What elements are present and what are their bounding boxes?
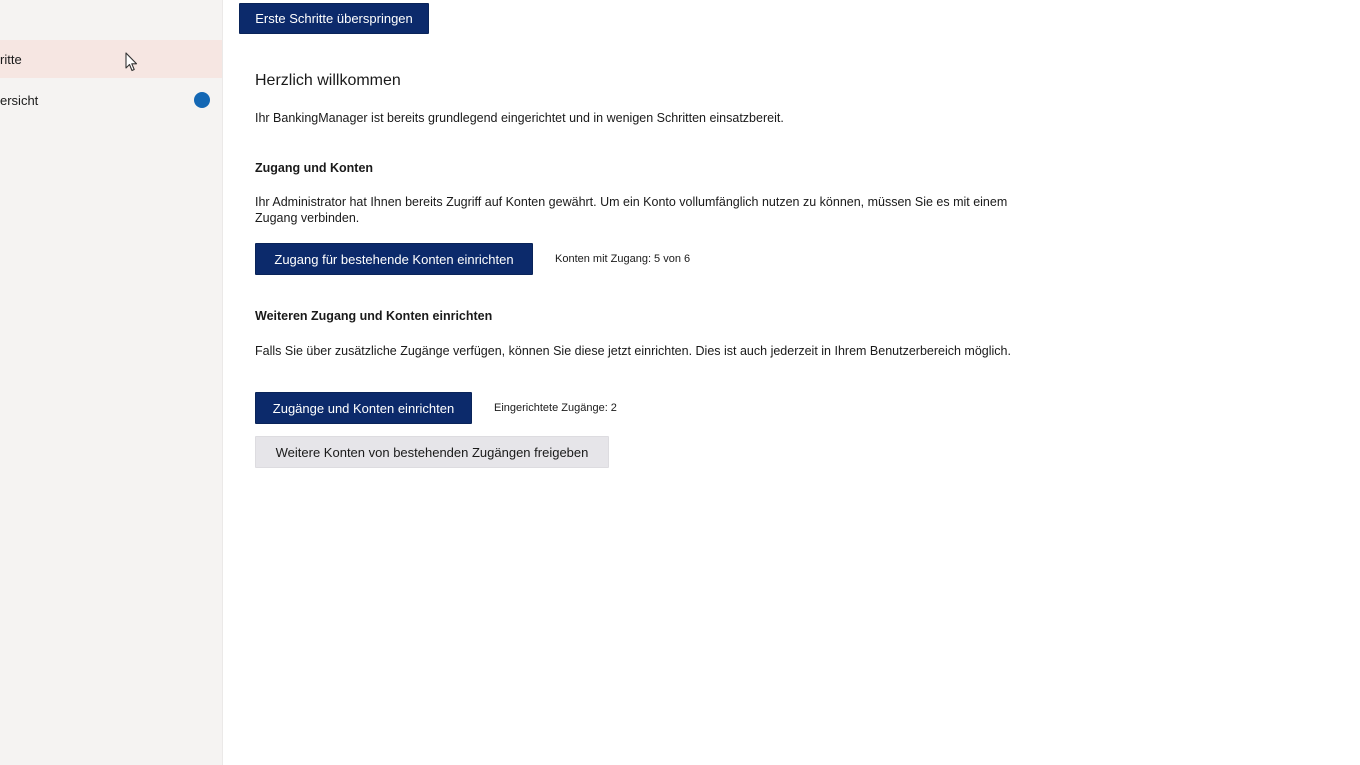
setup-access-and-accounts-button[interactable]: Zugänge und Konten einrichten — [255, 392, 472, 424]
intro-text: Ihr BankingManager ist bereits grundlegend eingerichtet und in wenigen Schritten einsatzbereit. — [255, 111, 784, 125]
access-setup-row — [255, 243, 690, 275]
sidebar-item-first-steps[interactable] — [0, 40, 222, 78]
notification-dot-icon — [194, 92, 210, 108]
section-heading-access-accounts: Zugang und Konten — [255, 161, 374, 175]
section-text-access-accounts: Ihr Administrator hat Ihnen bereits Zugriff auf Konten gewährt. Um ein Konto vollumfänglich nutzen zu können, müssen Sie es mit einem Zugang verbinden. — [255, 195, 1008, 225]
share-more-accounts-button[interactable]: Weitere Konten von bestehenden Zugängen freigeben — [255, 436, 609, 468]
share-accounts-row — [255, 436, 609, 468]
skip-first-steps-button[interactable]: Erste Schritte überspringen — [239, 3, 429, 34]
additional-access-row — [255, 392, 617, 424]
sidebar — [0, 0, 223, 765]
main-content — [223, 0, 1360, 765]
page-title: Herzlich willkommen — [255, 72, 401, 89]
mouse-cursor-icon — [125, 52, 139, 72]
section-heading-additional-access: Weiteren Zugang und Konten einrichten — [255, 309, 493, 323]
sidebar-item-label: ritte — [0, 51, 22, 67]
sidebar-item-overview[interactable] — [0, 81, 222, 119]
sidebar-item-label: ersicht — [0, 92, 39, 108]
configured-access-status: Eingerichtete Zugänge: 2 — [494, 402, 617, 414]
accounts-with-access-status: Konten mit Zugang: 5 von 6 — [555, 253, 691, 265]
section-text-additional-access: Falls Sie über zusätzliche Zugänge verfügen, können Sie diese jetzt einrichten. Dies ist auch jederzeit in Ihrem Benutzerbereich möglich. — [255, 344, 1011, 358]
setup-access-existing-accounts-button[interactable]: Zugang für bestehende Konten einrichten — [255, 243, 533, 275]
